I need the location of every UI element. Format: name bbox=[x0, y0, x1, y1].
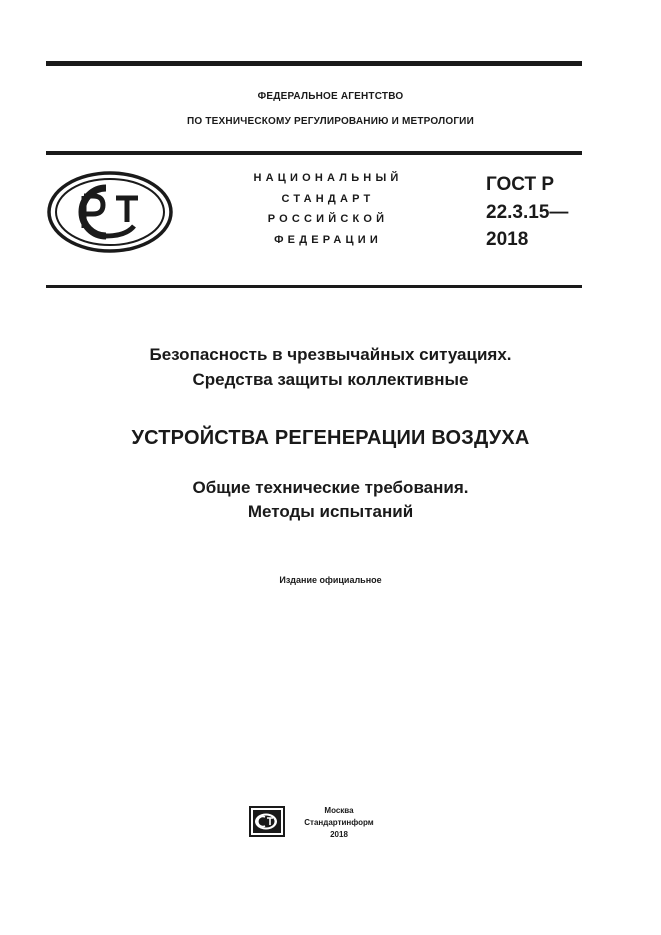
agency-line-2: ПО ТЕХНИЧЕСКОМУ РЕГУЛИРОВАНИЮ И МЕТРОЛОГИИ bbox=[187, 116, 474, 127]
subtitle-line-1: Общие технические требования. bbox=[192, 478, 469, 497]
publisher-city: Москва bbox=[324, 806, 354, 815]
agency-line-1: ФЕДЕРАЛЬНОЕ АГЕНТСТВО bbox=[257, 91, 404, 102]
middle-rule bbox=[46, 151, 582, 155]
national-standard-line-3: РОССИЙСКОЙ bbox=[267, 213, 389, 225]
standard-designation-line-1: ГОСТ Р bbox=[486, 174, 555, 195]
rst-emblem-icon bbox=[46, 170, 174, 254]
subtitle-line-2: Методы испытаний bbox=[247, 502, 414, 521]
bottom-rule bbox=[46, 285, 582, 288]
national-standard-line-2: СТАНДАРТ bbox=[281, 193, 375, 205]
edition-note: Издание официальное bbox=[279, 575, 382, 585]
main-title: УСТРОЙСТВА РЕГЕНЕРАЦИИ ВОЗДУХА bbox=[131, 427, 530, 449]
series-title-line-1: Безопасность в чрезвычайных ситуациях. bbox=[149, 345, 512, 364]
publisher-year: 2018 bbox=[330, 830, 348, 839]
series-title-line-2: Средства защиты коллективные bbox=[192, 370, 469, 389]
national-standard-line-4: ФЕДЕРАЦИИ bbox=[274, 234, 382, 246]
top-rule bbox=[46, 61, 582, 66]
standard-designation-line-3: 2018 bbox=[486, 229, 529, 250]
national-standard-line-1: НАЦИОНАЛЬНЫЙ bbox=[253, 172, 403, 184]
standard-designation-line-2: 22.3.15— bbox=[486, 202, 569, 223]
standartinform-logo-icon bbox=[249, 806, 285, 837]
publisher-name: Стандартинформ bbox=[304, 818, 374, 827]
